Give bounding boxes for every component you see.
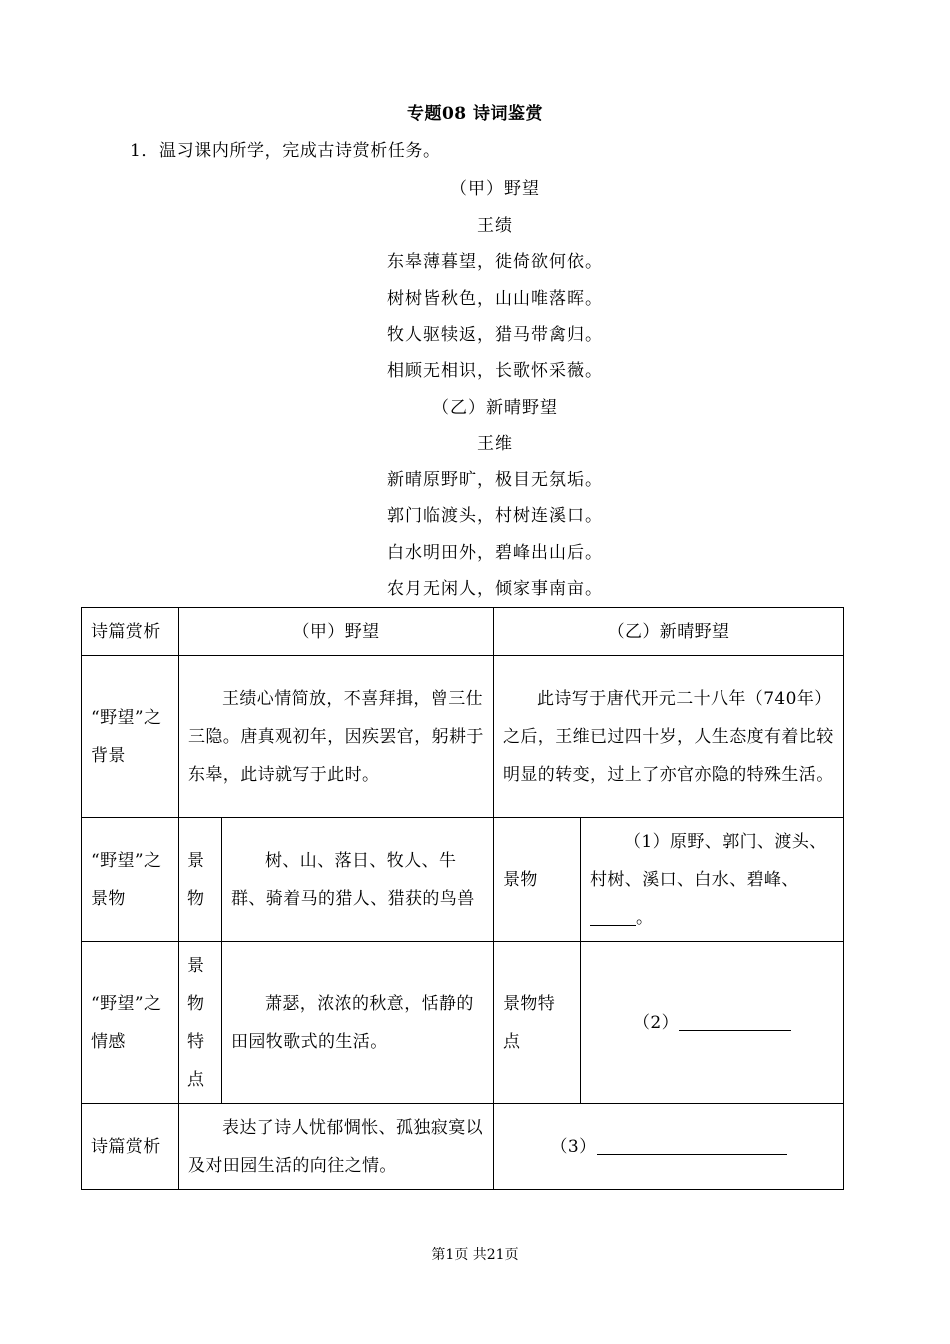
- sub-label: 景物: [494, 818, 581, 942]
- appreciation-a-cell: 表达了诗人忧郁惆怅、孤独寂寞以及对田园生活的向往之情。: [179, 1104, 494, 1190]
- scenery-b-cell: [581, 818, 844, 942]
- table-row: [82, 818, 844, 942]
- answer-blank-2[interactable]: [679, 1010, 791, 1031]
- table-header-row: [82, 608, 844, 656]
- table-row: [82, 1104, 844, 1190]
- poem-a-title: （甲）野望: [450, 179, 540, 199]
- poem-a-line: 东皋薄暮望，徙倚欲何依。: [387, 252, 603, 272]
- poem-b-author: 王维: [477, 434, 513, 454]
- appreciation-b-cell: [494, 1104, 844, 1190]
- question-prompt: 1．温习课内所学，完成古诗赏析任务。: [130, 141, 441, 161]
- row-label: “野望”之景物: [82, 818, 179, 942]
- analysis-table: [81, 607, 844, 1190]
- poem-b-line: 郭门临渡头，村树连溪口。: [387, 506, 603, 526]
- sub-label: 景物: [179, 818, 222, 942]
- scenery-b-end: 。: [636, 907, 654, 928]
- poem-a-line: 相顾无相识，长歌怀采薇。: [387, 361, 603, 381]
- row-label: “野望”之背景: [82, 656, 179, 818]
- header-cell: （甲）野望: [179, 608, 494, 656]
- table-row: [82, 656, 844, 818]
- background-b-cell: 此诗写于唐代开元二十八年（740年）之后，王维已过四十岁，人生态度有着比较明显的转变，过上了亦官亦隐的特殊生活。: [494, 656, 844, 818]
- sub-label: 景物特点: [494, 942, 581, 1104]
- poem-b-line: 白水明田外，碧峰出山后。: [387, 543, 603, 563]
- emotion-b-text: （2）: [632, 1012, 680, 1033]
- scenery-a-cell: 树、山、落日、牧人、牛群、骑着马的猎人、猎获的鸟兽: [222, 818, 494, 942]
- emotion-a-cell: 萧瑟，浓浓的秋意，恬静的田园牧歌式的生活。: [222, 942, 494, 1104]
- emotion-b-cell: [581, 942, 844, 1104]
- page-title: 专题08 诗词鉴赏: [406, 104, 544, 124]
- poem-a-line: 树树皆秋色，山山唯落晖。: [387, 289, 603, 309]
- answer-blank-3[interactable]: [597, 1134, 787, 1155]
- background-a-cell: 王绩心情简放，不喜拜揖，曾三仕三隐。唐真观初年，因疾罢官，躬耕于东皋，此诗就写于此时。: [179, 656, 494, 818]
- sub-label: 景物特点: [179, 942, 222, 1104]
- scenery-b-text: （1）原野、郭门、渡头、村树、溪口、白水、碧峰、: [590, 831, 827, 890]
- appreciation-b-text: （3）: [550, 1136, 597, 1157]
- header-cell: 诗篇赏析: [82, 608, 179, 656]
- header-cell: （乙）新晴野望: [494, 608, 844, 656]
- table-row: [82, 942, 844, 1104]
- poem-a-author: 王绩: [477, 216, 513, 236]
- poem-b-line: 农月无闲人，倾家事南亩。: [387, 579, 603, 599]
- poem-a-line: 牧人驱犊返，猎马带禽归。: [387, 325, 603, 345]
- poem-b-line: 新晴原野旷，极目无氛垢。: [387, 470, 603, 490]
- page-footer: 第1页 共21页: [431, 1247, 519, 1263]
- poem-b-title: （乙）新晴野望: [432, 398, 558, 418]
- row-label: 诗篇赏析: [82, 1104, 179, 1190]
- row-label: “野望”之情感: [82, 942, 179, 1104]
- answer-blank-1[interactable]: [590, 905, 636, 926]
